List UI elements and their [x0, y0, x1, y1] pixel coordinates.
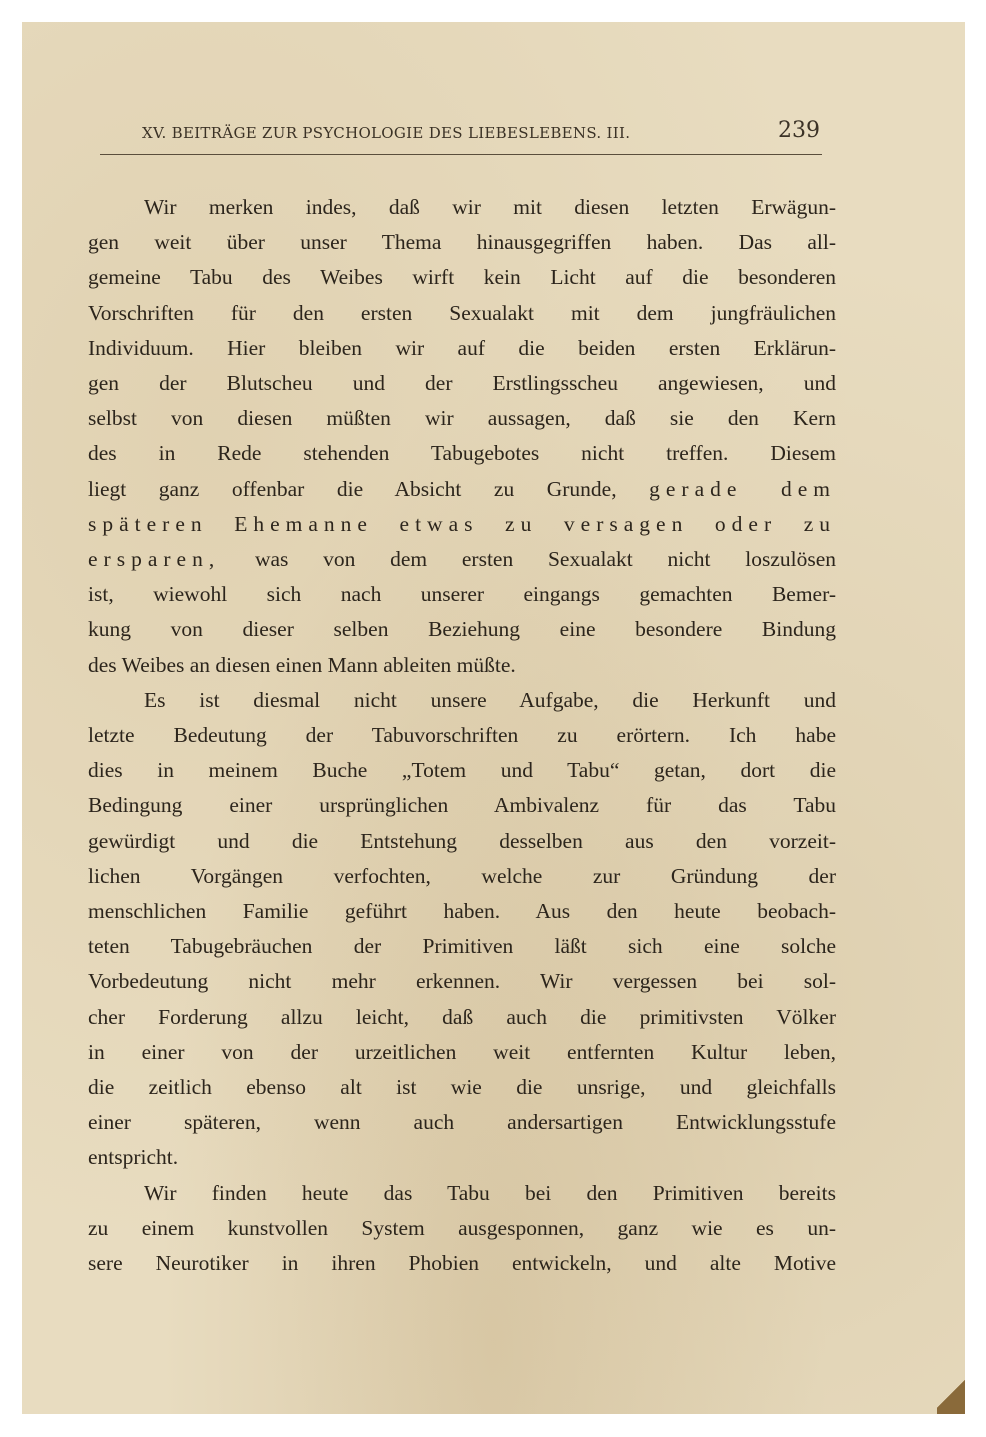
text-line: lichen Vorgängen verfochten, welche zur Gründung der	[88, 863, 836, 888]
emphasized-line: späteren Ehemanne etwas zu versagen oder zu	[88, 511, 836, 536]
text-line: Vorschriften für den ersten Sexualakt mit dem jungfräulichen	[88, 300, 836, 325]
header-rule	[100, 154, 822, 155]
text-line: gen weit über unser Thema hinausgegriffen haben. Das all-	[88, 230, 836, 255]
text-line: in einer von der urzeitlichen weit entfernten Kultur leben,	[88, 1039, 836, 1064]
text-line: des Weibes an diesen einen Mann ableiten müßte.	[88, 652, 516, 677]
text-line: teten Tabugebräuchen der Primitiven läßt sich eine solche	[88, 934, 836, 959]
page-number: 239	[778, 118, 820, 143]
text-line: ist, wiewohl sich nach unserer eingangs gemachten Bemer-	[88, 582, 836, 607]
text-line: gewürdigt und die Entstehung desselben aus den vorzeit-	[88, 828, 836, 853]
text-line: des in Rede stehenden Tabugebotes nicht treffen. Diesem	[88, 441, 836, 466]
paragraph-2	[88, 683, 836, 1176]
paragraph-1	[88, 190, 836, 683]
text-line: einer späteren, wenn auch andersartigen Entwicklungsstufe	[88, 1110, 836, 1135]
text-line: zu einem kunstvollen System ausgesponnen, ganz wie es un-	[88, 1215, 836, 1240]
emphasized-text: gerade dem	[649, 476, 836, 501]
text-segment: liegt ganz offenbar die Absicht zu Grunde,	[88, 476, 650, 501]
paragraph-3	[88, 1176, 836, 1282]
text-line: kung von dieser selben Beziehung eine besondere Bindung	[88, 617, 836, 642]
page-corner-mark	[937, 1374, 965, 1414]
text-line: entspricht.	[88, 1145, 179, 1170]
text-line: die zeitlich ebenso alt ist wie die unsrige, und gleichfalls	[88, 1075, 836, 1100]
running-header	[100, 118, 822, 154]
text-line: Bedingung einer ursprünglichen Ambivalenz für das Tabu	[88, 793, 836, 818]
book-page	[22, 22, 965, 1414]
text-line: Individuum. Hier bleiben wir auf die beiden ersten Erklärun-	[88, 335, 836, 360]
text-line: cher Forderung allzu leicht, daß auch die primitivsten Völker	[88, 1004, 836, 1029]
text-line: Es ist diesmal nicht unsere Aufgabe, die Herkunft und	[144, 687, 836, 712]
emphasized-text: ersparen,	[88, 547, 221, 572]
text-segment: was von dem ersten Sexualakt nicht loszulösen	[220, 547, 836, 572]
body-text	[88, 190, 836, 1281]
text-line: gemeine Tabu des Weibes wirft kein Licht auf die besonderen	[88, 265, 836, 290]
text-line: selbst von diesen müßten wir aussagen, daß sie den Kern	[88, 406, 836, 431]
text-line: Vorbedeutung nicht mehr erkennen. Wir vergessen bei sol-	[88, 969, 836, 994]
text-line: menschlichen Familie geführt haben. Aus den heute beobach-	[88, 899, 836, 924]
text-line	[88, 472, 836, 507]
text-line: sere Neurotiker in ihren Phobien entwickeln, und alte Motive	[88, 1251, 836, 1276]
text-line: Wir finden heute das Tabu bei den Primitiven bereits	[144, 1180, 836, 1205]
text-line	[88, 542, 836, 577]
header-title: XV. BEITRÄGE ZUR PSYCHOLOGIE DES LIEBESLEBENS. III.	[142, 124, 631, 142]
text-line: Wir merken indes, daß wir mit diesen letzten Erwägun-	[144, 195, 836, 219]
text-line: letzte Bedeutung der Tabuvorschriften zu erörtern. Ich habe	[88, 723, 836, 748]
text-line: gen der Blutscheu und der Erstlingsscheu angewiesen, und	[88, 371, 836, 396]
text-line: dies in meinem Buche „Totem und Tabu“ getan, dort die	[88, 758, 836, 783]
